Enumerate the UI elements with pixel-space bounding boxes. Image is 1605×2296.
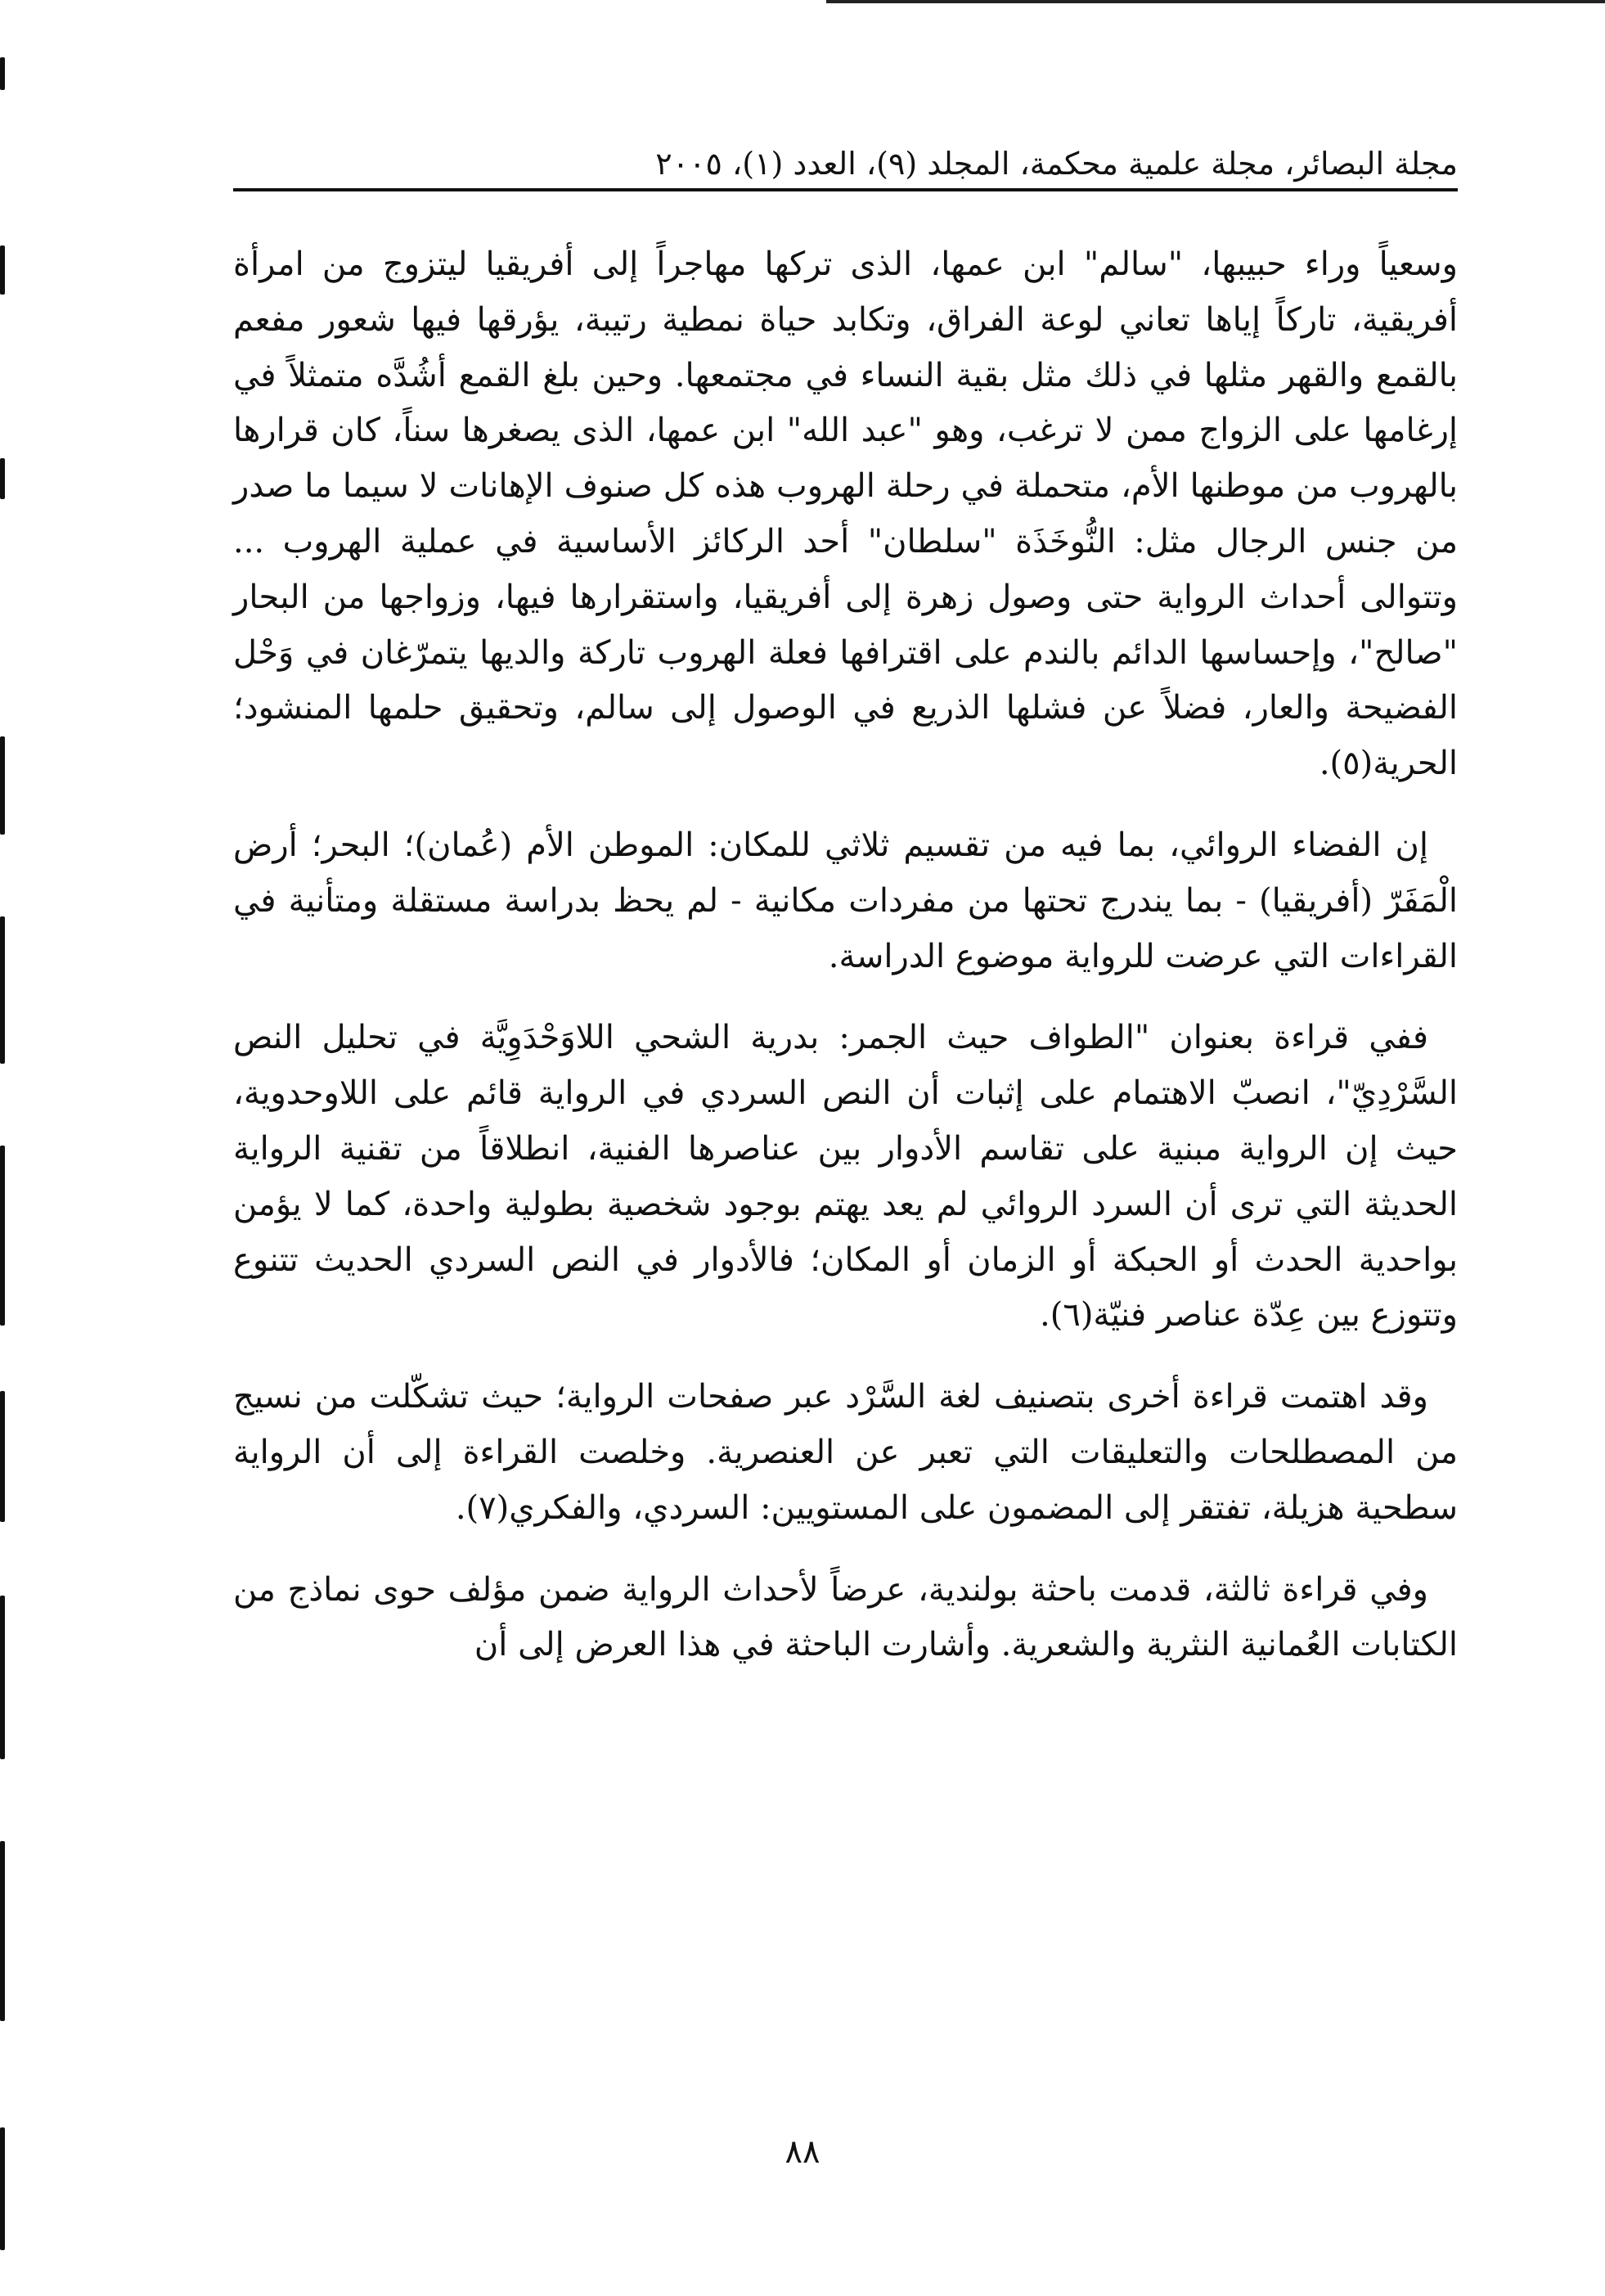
paragraph: وسعياً وراء حبيبها، "سالم" ابن عمها، الذى تركها مهاجراً إلى أفريقيا ليتزوج من امرأة أفريقية، تاركاً إياها تعاني لوعة الفراق، وتكابد حياة نمطية رتيبة، يؤرقها فيها شعور مفعم بالقمع والقهر مثلها في ذلك مثل بقية النساء في مجتمعها. وحين بلغ القمع أشُدَّه متمثلاً في إرغامها على الزواج ممن لا ترغب، وهو "عبد الله" ابن عمها، الذى يصغرها سناً، كان قرارها بالهروب من موطنها الأم، متحملة في رحلة الهروب هذه كل صنوف الإهانات لا سيما ما صدر من جنس الرجال مثل: النُّوخَذَة "سلطان" أحد الركائز الأساسية في عملية الهروب ... وتتوالى أحداث الرواية حتى وصول زهرة إلى أفريقيا، واستقرارها فيها، وزواجها من البحار "صالح"، وإحساسها الدائم بالندم على اقترافها فعلة الهروب تاركة والديها يتمرّغان في وَحْل الفضيحة والعار، فضلاً عن فشلها الذريع في الوصول إلى سالم، وتحقيق حلمها المنشود؛ الحرية(٥). xyxy=(233,245,1459,783)
paragraph: وقد اهتمت قراءة أخرى بتصنيف لغة السَّرْد عبر صفحات الرواية؛ حيث تشكّلت من نسيج من المصطلحات والتعليقات التي تعبر عن العنصرية. وخلصت القراءة إلى أن الرواية سطحية هزيلة، تفتقر إلى المضمون على المستويين: السردي، والفكري(٧). xyxy=(233,1378,1458,1527)
scan-margin-mark xyxy=(0,57,5,90)
article-body xyxy=(233,237,1458,1699)
scan-margin-mark xyxy=(0,916,5,1064)
paragraph: إن الفضاء الروائي، بما فيه من تقسيم ثلاثي للمكان: الموطن الأم (عُمان)؛ البحر؛ أرض الْمَفَرّ (أفريقيا) - بما يندرج تحتها من مفردات مكانية - لم يحظ بدراسة مستقلة ومتأنية في القراءات التي عرضت للرواية موضوع الدراسة. xyxy=(233,826,1458,975)
scan-margin-mark xyxy=(0,1391,5,1522)
scan-margin-mark xyxy=(0,736,5,835)
scan-margin-mark xyxy=(0,1146,5,1326)
scan-margin-mark xyxy=(0,458,5,499)
paragraph: وفي قراءة ثالثة، قدمت باحثة بولندية، عرضاً لأحداث الرواية ضمن مؤلف حوى نماذج من الكتابات العُمانية النثرية والشعرية. وأشارت الباحثة في هذا العرض إلى أن xyxy=(233,1570,1458,1664)
running-header: مجلة البصائر، مجلة علمية محكمة، المجلد (٩)، العدد (١)، ٢٠٠٥ xyxy=(655,146,1458,182)
scan-margin-mark xyxy=(0,1841,5,2021)
scan-margin-mark xyxy=(0,245,5,295)
page-number: ٨٨ xyxy=(785,2133,820,2171)
top-edge-rule xyxy=(826,0,1605,3)
paragraph: ففي قراءة بعنوان "الطواف حيث الجمر: بدرية الشحي اللاوَحْدَوِيَّة في تحليل النص السَّرْدِيّ"، انصبّ الاهتمام على إثبات أن النص السردي في الرواية قائم على اللاوحدوية، حيث إن الرواية مبنية على تقاسم الأدوار بين عناصرها الفنية، انطلاقاً من تقنية الرواية الحديثة التي ترى أن السرد الروائي لم يعد يهتم بوجود شخصية بطولية واحدة، كما لا يؤمن بواحدية الحدث أو الحبكة أو الزمان أو المكان؛ فالأدوار في النص السردي الحديث تتنوع وتتوزع بين عِدّة عناصر فنيّة(٦). xyxy=(233,1019,1458,1335)
scan-margin-mark xyxy=(0,1596,5,1759)
header-rule xyxy=(233,188,1458,191)
